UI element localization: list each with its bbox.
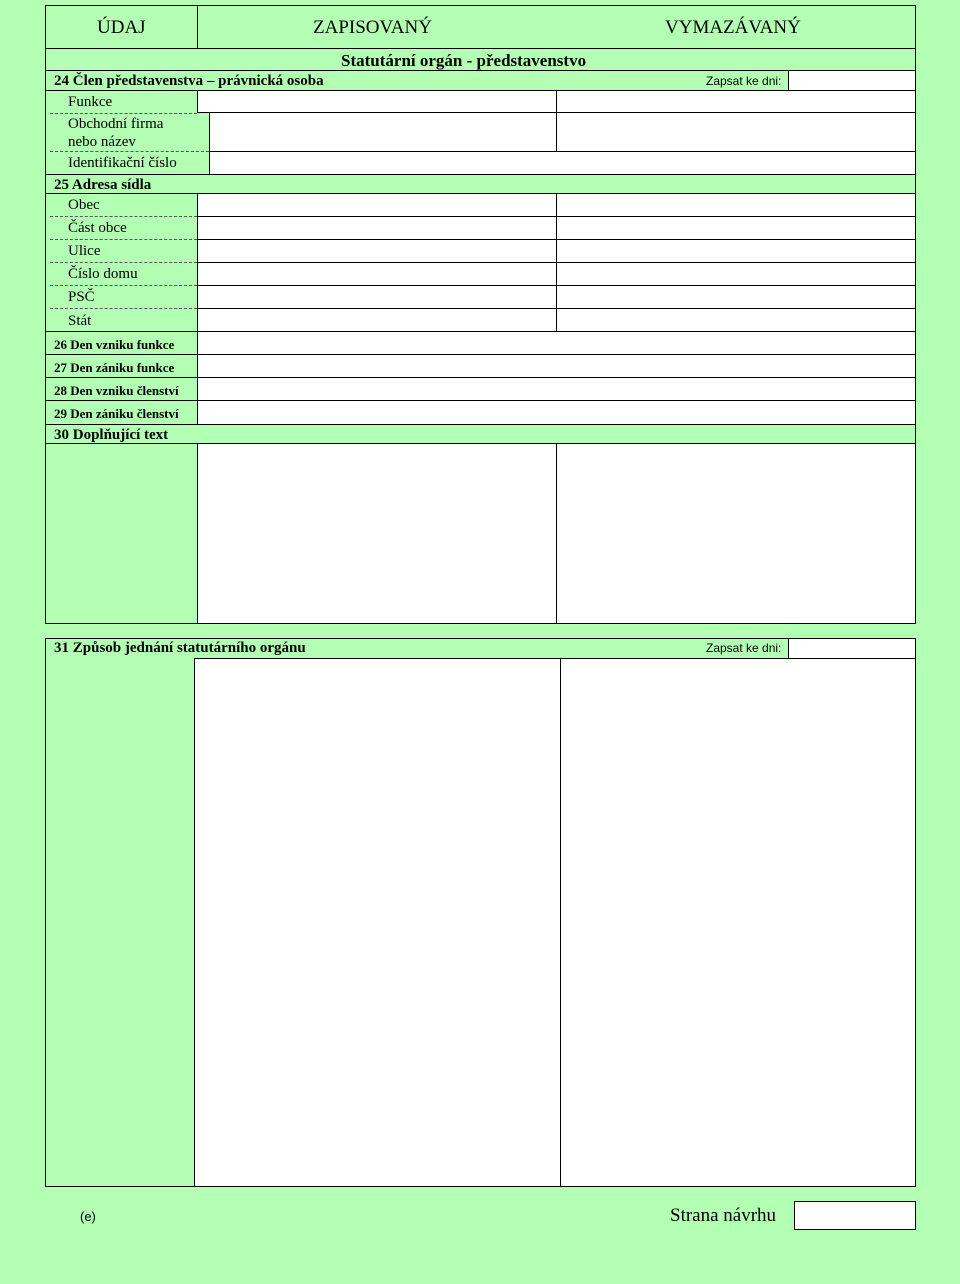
vymazavany-funkce-input[interactable] xyxy=(556,90,916,113)
row29-line xyxy=(45,424,916,425)
den-vzniku-clenstvi-input[interactable] xyxy=(197,377,916,401)
strana-navrhu-input[interactable] xyxy=(794,1201,916,1230)
label-ulice: Ulice xyxy=(68,243,101,259)
strana-navrhu-label: Strana návrhu xyxy=(670,1205,777,1226)
label-obec: Obec xyxy=(68,197,100,213)
label-identifikacni-cislo: Identifikační číslo xyxy=(68,155,177,171)
label-stat: Stát xyxy=(68,313,92,329)
label-den-zaniku-clenstvi: 29 Den zániku členství xyxy=(54,406,179,421)
den-vzniku-funkce-input[interactable] xyxy=(197,331,916,355)
obchodni-firma-divider xyxy=(556,112,557,152)
label-cislo-domu: Číslo domu xyxy=(68,266,138,282)
row26-line xyxy=(45,354,197,355)
label-funkce: Funkce xyxy=(68,94,113,110)
label-doplnujici-text: 30 Doplňující text xyxy=(54,427,169,443)
label-cast-obce: Část obce xyxy=(68,220,127,236)
header-zapisovany: ZAPISOVANÝ xyxy=(313,17,432,38)
addr-line-1 xyxy=(197,216,916,217)
zapsat-date-zpusob-input[interactable] xyxy=(788,638,916,659)
zapsat-label-member: Zapsat ke dni: xyxy=(706,74,782,88)
dash-cislo-domu xyxy=(50,285,197,286)
zapisovany-obchodni-firma-input[interactable] xyxy=(209,112,916,152)
dash-cast-obce xyxy=(50,239,197,240)
zpusob-title: 31 Způsob jednání statutárního orgánu xyxy=(54,640,306,656)
label-obchodni-firma-2: nebo název xyxy=(68,134,136,150)
zapisovany-ico-input[interactable] xyxy=(209,151,916,175)
label-psc: PSČ xyxy=(68,289,95,305)
zapsat-date-member-input[interactable] xyxy=(788,70,916,91)
dash-funkce xyxy=(50,113,197,114)
zapisovany-doplnujici-text-input[interactable] xyxy=(197,443,557,624)
adresa-title: 25 Adresa sídla xyxy=(54,177,152,193)
section-title: Statutární orgán - představenstvo xyxy=(341,51,587,70)
dash-obec xyxy=(50,216,197,217)
member-title: 24 Člen představenstva – právnická osoba xyxy=(54,73,324,89)
section-title-line xyxy=(45,70,916,71)
zapisovany-zpusob-input[interactable] xyxy=(194,658,561,1187)
dash-ulice xyxy=(50,262,197,263)
vymazavany-doplnujici-text-input[interactable] xyxy=(556,443,916,624)
ico-line xyxy=(45,174,916,175)
den-zaniku-funkce-input[interactable] xyxy=(197,354,916,378)
vymazavany-zpusob-input[interactable] xyxy=(560,658,916,1187)
row28-line xyxy=(45,400,197,401)
header-bottom-line xyxy=(45,48,916,49)
header-divider xyxy=(197,5,198,49)
dash-psc xyxy=(50,308,197,309)
label-obchodni-firma-1: Obchodní firma xyxy=(68,116,164,132)
dash-firma xyxy=(50,151,209,152)
label-den-vzniku-funkce: 26 Den vzniku funkce xyxy=(54,337,175,352)
row27-line xyxy=(45,377,197,378)
footer-mark: (e) xyxy=(80,1209,96,1224)
addr-line-3 xyxy=(197,262,916,263)
addr-line-4 xyxy=(197,285,916,286)
zapisovany-funkce-input[interactable] xyxy=(197,90,557,113)
label-den-vzniku-clenstvi: 28 Den vzniku členství xyxy=(54,383,179,398)
addr-line-2 xyxy=(197,239,916,240)
den-zaniku-clenstvi-input[interactable] xyxy=(197,400,916,425)
addr-line-5 xyxy=(197,308,916,309)
header-vymazavany: VYMAZÁVANÝ xyxy=(665,17,801,38)
zapsat-label-zpusob: Zapsat ke dni: xyxy=(706,641,782,655)
header-udaj: ÚDAJ xyxy=(97,17,146,38)
label-den-zaniku-funkce: 27 Den zániku funkce xyxy=(54,360,175,375)
